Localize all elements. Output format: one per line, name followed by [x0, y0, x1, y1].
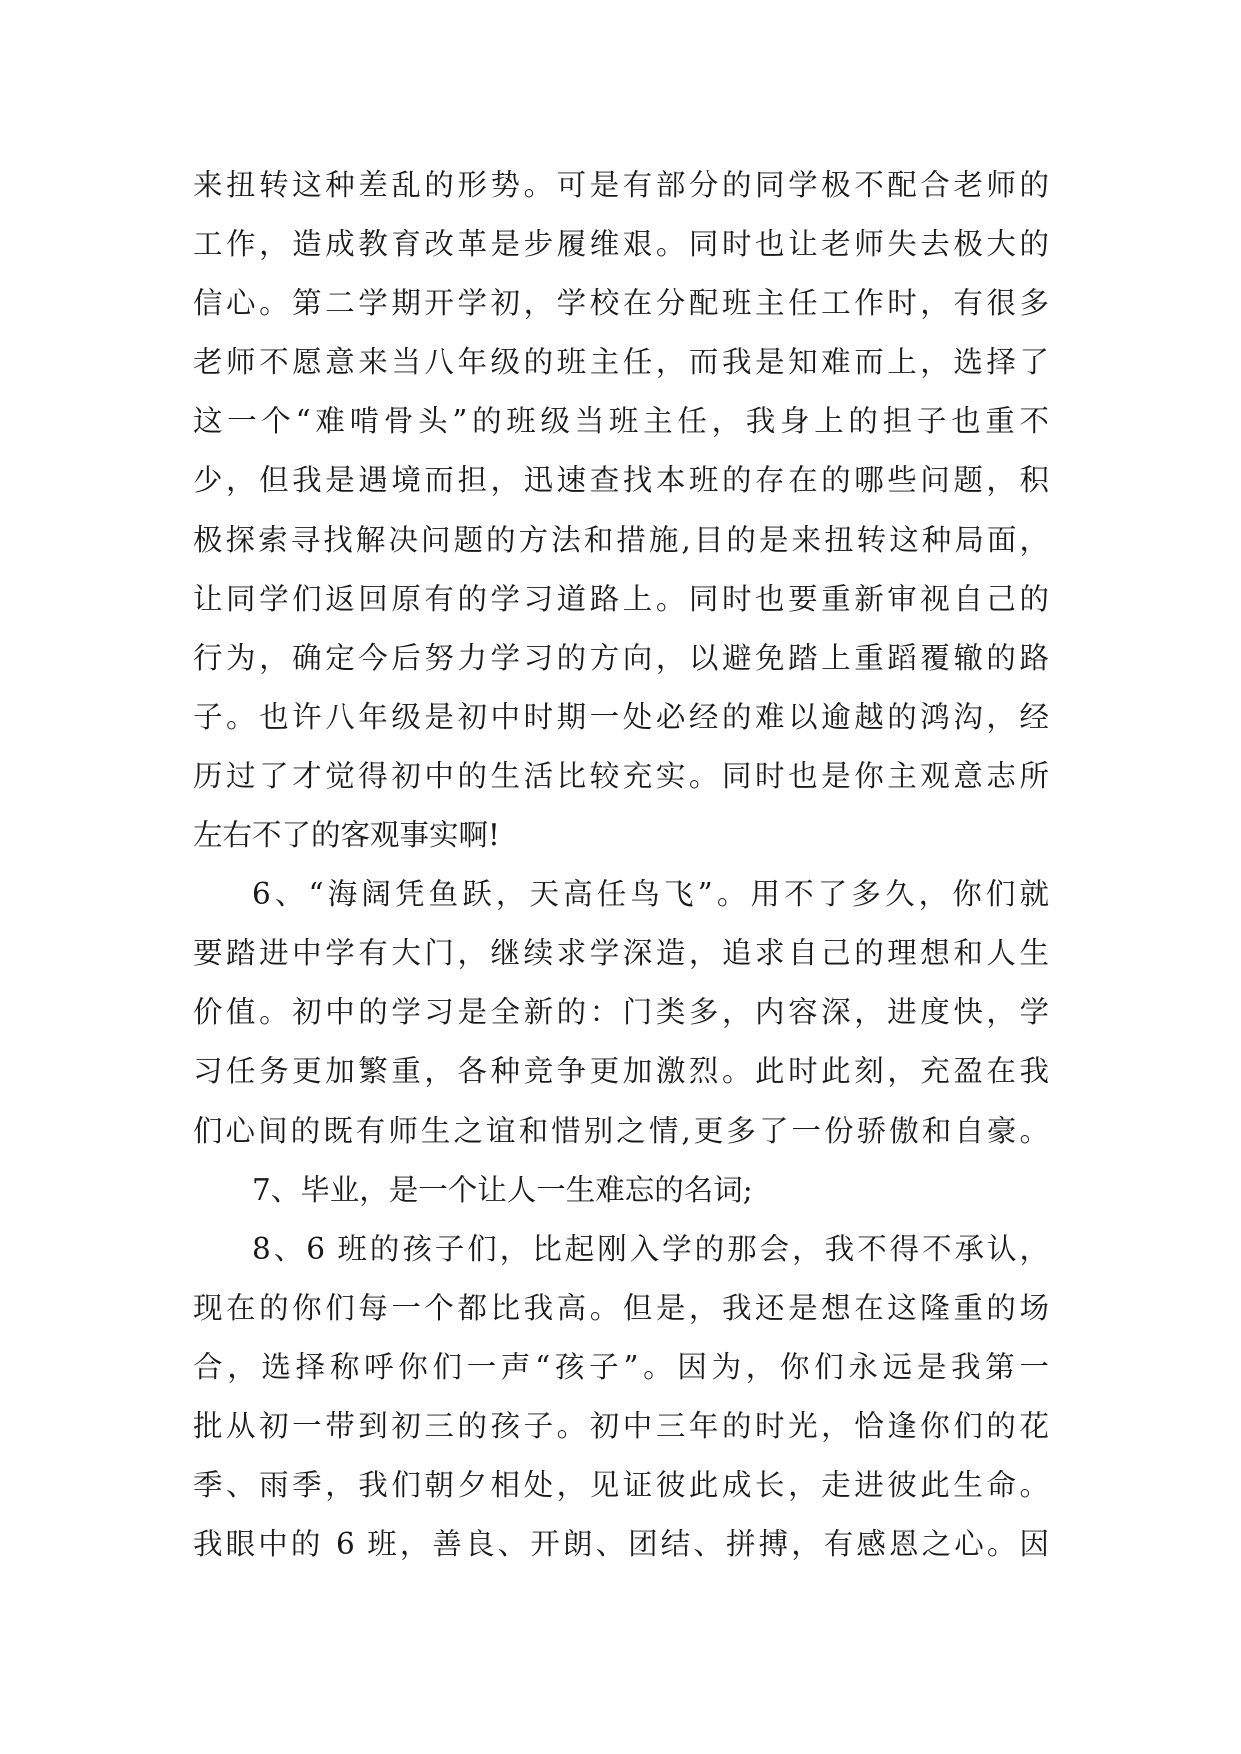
paragraph-line: 季、雨季，我们朝夕相处，见证彼此成长，走进彼此生命。: [193, 1468, 1049, 1503]
paragraph-line: 价值。初中的学习是全新的：门类多，内容深，进度快，学: [193, 995, 1049, 1030]
paragraph-line: 信心。第二学期开学初，学校在分配班主任工作时，有很多: [193, 286, 1049, 321]
paragraph-line: 现在的你们每一个都比我高。但是，我还是想在这隆重的场: [193, 1290, 1049, 1325]
paragraph-line: 习任务更加繁重，各种竞争更加激烈。此时此刻，充盈在我: [193, 1054, 1049, 1089]
paragraph-line: 极探索寻找解决问题的方法和措施,目的是来扭转这种局面，: [193, 522, 1049, 557]
paragraph-line: 子。也许八年级是初中时期一处必经的难以逾越的鸿沟，经: [193, 699, 1049, 734]
paragraph-line: 让同学们返回原有的学习道路上。同时也要重新审视自己的: [193, 581, 1049, 616]
paragraph-line: 这一个“难啃骨头”的班级当班主任，我身上的担子也重不: [193, 404, 1049, 439]
paragraph-line: 批从初一带到初三的孩子。初中三年的时光，恰逢你们的花: [193, 1408, 1049, 1443]
paragraph-first-line: 6、“海阔凭鱼跃，天高任鸟飞”。用不了多久，你们就: [252, 877, 1049, 912]
paragraph-first-line: 7、毕业，是一个让人一生难忘的名词;: [252, 1172, 753, 1207]
paragraph-line: 合，选择称呼你们一声“孩子”。因为，你们永远是我第一: [193, 1349, 1049, 1384]
paragraph-line: 少，但我是遇境而担，迅速查找本班的存在的哪些问题，积: [193, 463, 1049, 498]
paragraph-line: 们心间的既有师生之谊和惜别之情,更多了一份骄傲和自豪。: [193, 1113, 1049, 1148]
paragraph-line: 历过了才觉得初中的生活比较充实。同时也是你主观意志所: [193, 758, 1049, 793]
paragraph-line: 要踏进中学有大门，继续求学深造，追求自己的理想和人生: [193, 936, 1049, 971]
paragraph-first-line: 8、6 班的孩子们，比起刚入学的那会，我不得不承认，: [252, 1231, 1049, 1266]
paragraph-line: 工作，造成教育改革是步履维艰。同时也让老师失去极大的: [193, 227, 1049, 262]
paragraph-line: 左右不了的客观事实啊!: [193, 818, 500, 853]
paragraph-line: 来扭转这种差乱的形势。可是有部分的同学极不配合老师的: [193, 168, 1049, 202]
paragraph-line: 我眼中的 6 班，善良、开朗、团结、拼搏，有感恩之心。因: [193, 1527, 1049, 1562]
paragraph-line: 行为，确定今后努力学习的方向，以避免踏上重蹈覆辙的路: [193, 640, 1049, 675]
document-body: [193, 156, 1049, 1574]
paragraph-line: 老师不愿意来当八年级的班主任，而我是知难而上，选择了: [193, 345, 1049, 380]
